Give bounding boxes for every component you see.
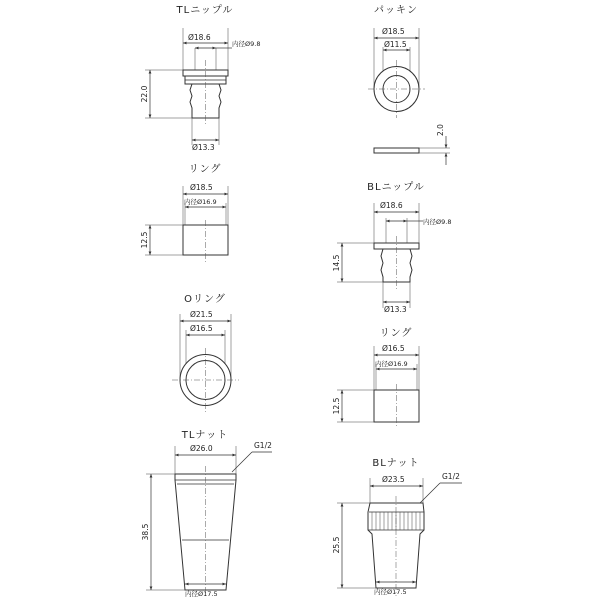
tl-nipple-inner-diameter: 内径Ø9.8 [232, 40, 261, 48]
bl-nipple-height: 14.5 [332, 254, 341, 272]
packing-inner-diameter: Ø11.5 [384, 40, 407, 49]
packing-outer-diameter: Ø18.5 [382, 27, 405, 36]
bl-nipple-drawing [332, 181, 451, 314]
tl-nipple-title: TLニップル [176, 5, 234, 16]
tl-nipple-height: 22.0 [140, 85, 149, 103]
ring-2-drawing [332, 327, 419, 428]
tl-nipple-outer-diameter: Ø18.6 [188, 33, 211, 42]
ring-1-inner-diameter: 内径Ø16.9 [184, 198, 217, 206]
o-ring-title: Oリング [184, 294, 226, 305]
tl-nut-height: 38.5 [141, 523, 150, 541]
bl-nut-drawing [332, 458, 462, 596]
ring-2-inner-diameter: 内径Ø16.9 [375, 360, 408, 368]
o-ring-drawing [172, 293, 239, 412]
packing-drawing [368, 5, 450, 165]
bl-nipple-inner-diameter: 内径Ø9.8 [423, 218, 452, 226]
tl-nut-thread: G1/2 [254, 441, 272, 450]
o-ring-inner-diameter: Ø16.5 [190, 324, 213, 333]
bl-nipple-outer-diameter: Ø18.6 [380, 201, 403, 210]
bl-nut-thread: G1/2 [442, 472, 460, 481]
ring-1-drawing [140, 163, 228, 262]
ring-2-outer-diameter: Ø16.5 [382, 344, 405, 353]
o-ring-outer-diameter: Ø21.5 [190, 310, 213, 319]
bl-nut-bottom-diameter: 内径Ø17.5 [374, 588, 407, 596]
tl-nut-title: TLナット [181, 430, 229, 441]
bl-nut-height: 25.5 [332, 536, 341, 554]
ring-2-title: リング [379, 328, 413, 339]
ring-1-title: リング [188, 164, 222, 175]
ring-1-height: 12.5 [140, 231, 149, 249]
packing-title: パッキン [374, 5, 418, 16]
packing-side-view [374, 148, 419, 153]
ring-2-height: 12.5 [332, 397, 341, 415]
ring-1-outer-diameter: Ø18.5 [190, 183, 213, 192]
tl-nut-drawing [141, 430, 272, 598]
bl-nut-title: BLナット [372, 458, 420, 469]
tl-nipple-bottom-diameter: Ø13.3 [192, 143, 215, 152]
bl-nut-top-diameter: Ø23.5 [382, 475, 405, 484]
bl-nipple-bottom-diameter: Ø13.3 [384, 305, 407, 314]
packing-thickness: 2.0 [436, 124, 445, 136]
tl-nipple-drawing [140, 4, 260, 152]
tl-nut-top-diameter: Ø26.0 [190, 444, 213, 453]
tl-nut-bottom-diameter: 内径Ø17.5 [185, 590, 218, 598]
bl-nipple-title: BLニップル [367, 182, 425, 193]
